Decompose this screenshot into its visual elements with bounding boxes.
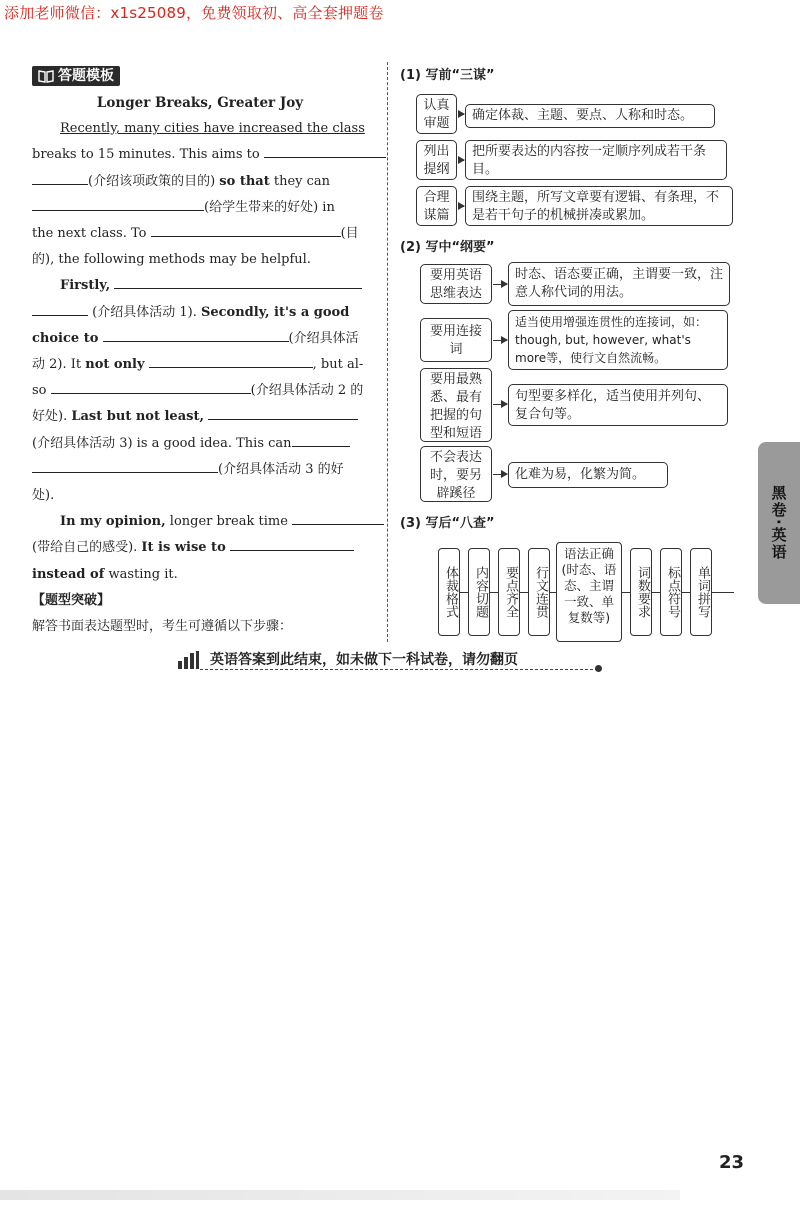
fill-blank[interactable] [114, 273, 362, 289]
step2-text: 适当使用增强连贯性的连接词，如：though, but, however, what's more等，使行文自然流畅。 [515, 315, 708, 365]
fill-blank[interactable] [230, 535, 354, 551]
arrow-icon [458, 206, 464, 207]
step2-label-box [420, 446, 492, 502]
column-divider [387, 62, 388, 642]
step2-title: (2) 写中“纲要” [400, 240, 495, 255]
line-text: 动 2). It [32, 357, 82, 373]
watermark-text: 添加老师微信：x1s25089，免费领取初、高全套押题卷 [4, 4, 384, 22]
banner-dashed-line [200, 669, 598, 670]
step3-title: (3) 写后“八查” [400, 516, 495, 531]
fill-blank[interactable] [149, 352, 313, 368]
line-text: Last but not least, [71, 409, 204, 425]
template-line [32, 562, 368, 588]
step2-text: 时态、语态要正确，主谓要一致，注意人称代词的用法。 [515, 267, 724, 300]
line-text: It is wise to [141, 540, 226, 556]
step1-label-box [416, 94, 457, 134]
step1-text-box [465, 186, 733, 226]
end-banner [178, 649, 598, 671]
arrow-icon [493, 340, 507, 341]
line-text: In my opinion, [60, 514, 166, 530]
step2-text-box [508, 384, 728, 426]
check-item [690, 548, 712, 636]
template-line [32, 221, 368, 247]
fill-blank[interactable] [32, 300, 88, 316]
step2-label-box [420, 368, 492, 442]
template-line [32, 457, 368, 483]
template-line [32, 247, 368, 273]
check-item [528, 548, 550, 636]
line-text: instead of [32, 566, 105, 582]
line-text: wasting it. [108, 566, 178, 582]
check-item [660, 548, 682, 636]
check-item [556, 542, 622, 642]
template-line [32, 352, 368, 378]
line-text: 的), the following methods may be helpful. [32, 252, 311, 268]
step2-label-box [420, 264, 492, 304]
fill-blank[interactable] [151, 221, 341, 237]
fill-blank[interactable] [292, 431, 350, 447]
check-item-text: 内容切题 [473, 566, 488, 618]
answer-template-section [32, 66, 368, 640]
check-item-text: 语法正确(时态、语态、主谓一致、单复数等) [561, 546, 617, 625]
template-line [32, 535, 368, 561]
template-line [32, 378, 368, 404]
line-text: , but al- [312, 357, 364, 373]
line-text: breaks to 15 minutes. This aims to [32, 147, 260, 163]
step1-label-box [416, 186, 457, 226]
line-text: Secondly, it's a good [200, 304, 350, 320]
line-text: 处). [32, 488, 55, 504]
step1-text-box [465, 104, 715, 128]
step1-text: 把所要表达的内容按一定顺序列成若干条目。 [472, 144, 707, 177]
check-item-text: 体裁格式 [443, 566, 458, 618]
fill-blank[interactable] [32, 457, 218, 473]
line-text: choice to [32, 330, 99, 346]
fill-blank[interactable] [32, 195, 204, 211]
fill-blank[interactable] [32, 169, 88, 185]
template-line [32, 300, 368, 326]
check-item-text: 要点齐全 [503, 566, 518, 618]
line-text: longer break time [169, 514, 288, 530]
step1-text-box [465, 140, 727, 180]
line-text: (介绍具体活动 3 的好 [218, 461, 344, 477]
template-badge-label: 答题模板 [58, 67, 114, 84]
step1-label-box [416, 140, 457, 180]
line-text: so that [219, 173, 270, 189]
line-text: (目 [340, 226, 359, 242]
arrow-icon [493, 404, 507, 405]
line-text: so [32, 383, 47, 399]
check-item-text: 行文连贯 [533, 566, 548, 618]
check-item-text: 单词拼写 [695, 566, 710, 618]
check-item-text: 词数要求 [635, 566, 650, 618]
step2-label-box [420, 318, 492, 362]
banner-dot-icon [595, 665, 602, 672]
check-item [498, 548, 520, 636]
line-text: (介绍具体活 [288, 330, 359, 346]
step1-label: 列出提纲 [423, 144, 450, 177]
line-text: 好处). [32, 409, 68, 425]
template-line [32, 431, 368, 457]
essay-title: Longer Breaks, Greater Joy [96, 95, 304, 111]
template-line [32, 116, 368, 142]
page-number: 23 [719, 1152, 745, 1173]
line-text: Firstly, [60, 278, 111, 294]
step1-label: 合理谋篇 [423, 190, 450, 223]
line-text: not only [85, 357, 145, 373]
line-text: they can [273, 173, 331, 189]
template-line [32, 195, 368, 221]
line-text: (给学生带来的好处) [204, 199, 319, 215]
template-line [32, 273, 368, 299]
step1-text: 确定体裁、主题、要点、人称和时态。 [472, 108, 694, 123]
fill-blank[interactable] [264, 142, 386, 158]
arrow-icon [493, 284, 507, 285]
template-line [32, 326, 368, 352]
template-header [32, 66, 368, 86]
step2-text: 句型要多样化，适当使用并列句、复合句等。 [515, 389, 711, 422]
line-text: (介绍具体活动 1). [92, 304, 197, 320]
arrow-icon [458, 114, 464, 115]
template-line [32, 169, 368, 195]
book-icon [38, 69, 54, 83]
check-item [630, 548, 652, 636]
template-line [32, 142, 368, 168]
arrow-icon [493, 474, 507, 475]
bottom-shade [0, 1190, 680, 1200]
line-text: (介绍该项政策的目的) [88, 173, 216, 189]
check-item [438, 548, 460, 636]
fill-blank[interactable] [51, 378, 251, 394]
line-text: (介绍具体活动 3) is a good idea. This can [32, 435, 292, 451]
template-line [32, 404, 368, 430]
bars-icon [178, 651, 200, 669]
fill-blank[interactable] [208, 404, 358, 420]
line-text: in [322, 199, 335, 215]
check-item-text: 标点符号 [665, 566, 680, 618]
step2-label: 要用连接词 [429, 324, 482, 357]
line-text: Recently, many cities have increased the class [60, 121, 365, 137]
line-text: (带给自己的感受). [32, 540, 138, 556]
line-text: the next class. To [32, 226, 147, 242]
step2-text: 化难为易，化繁为简。 [515, 467, 646, 482]
side-tab: 黑卷·英语 [758, 442, 800, 604]
step2-label: 不会表达时，要另辟蹊径 [429, 450, 482, 501]
step2-label: 要用英语思维表达 [429, 268, 482, 301]
step2-text-box [508, 462, 668, 488]
arrow-icon [458, 160, 464, 161]
template-line [32, 483, 368, 509]
fill-blank[interactable] [292, 509, 384, 525]
step2-label: 要用最熟悉、最有把握的句型和短语 [429, 372, 482, 441]
breakthrough-label: 【题型突破】 [32, 592, 111, 608]
template-line [32, 509, 368, 535]
fill-blank[interactable] [103, 326, 289, 342]
template-badge [32, 66, 120, 86]
step1-text: 围绕主题，所写文章要有逻辑、有条理，不是若干句子的机械拼凑或累加。 [472, 190, 720, 223]
step2-text-box [508, 262, 730, 306]
check-item [468, 548, 490, 636]
banner-text: 英语答案到此结束，如未做下一科试卷，请勿翻页 [210, 652, 518, 668]
breakthrough-text: 解答书面表达题型时，考生可遵循以下步骤： [32, 619, 293, 635]
step2-text-box [508, 310, 728, 370]
step1-title: (1) 写前“三谋” [400, 68, 495, 83]
step1-label: 认真审题 [423, 98, 450, 131]
line-text: (介绍具体活动 2 的 [250, 383, 364, 399]
